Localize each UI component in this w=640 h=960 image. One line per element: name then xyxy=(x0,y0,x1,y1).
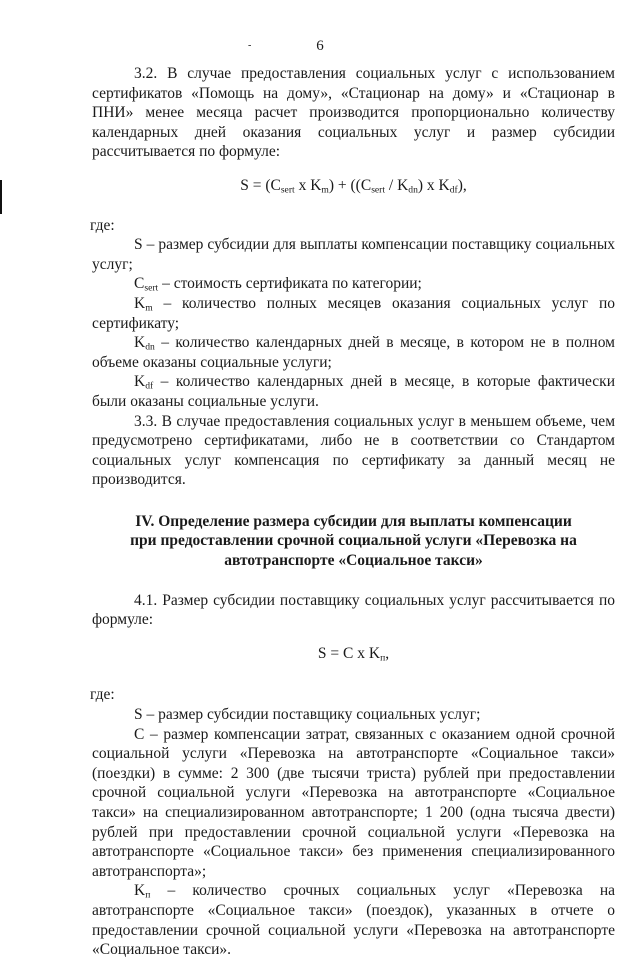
where-label-1: где: xyxy=(90,216,115,234)
section-heading-4: IV. Определение размера субсидии для выплаты компенсации при предоставлении срочной социальной услуги «Перевозка на автотранспорте «Социальное такси» xyxy=(130,512,577,570)
definition-c: С – размер компенсации затрат, связанных с оказанием одной срочной социальной услуги «Перевозка на автотранспорте «Социальное такси» (поездки) в сумме: 2 300 (две тысячи триста) рублей при предоставлении срочной социальной услуги «Перевозка на автотранспорте «Социальное такси» на специализированном автотранспорте; 1 200 (одна тысяча двести) рублей при предоставлении срочной социальной услуги «Перевозка на автотранспорте «Социальное такси» без применения специализированного автотранспорта»; xyxy=(92,725,615,880)
stray-mark: - xyxy=(248,40,252,51)
document-body xyxy=(92,64,615,960)
definition-kdf: $K_{df}$ – количество календарных дней в месяце, в которые фактически были оказаны социальные услуги. xyxy=(92,373,615,410)
definition-kp: $K_п$ – количество срочных социальных услуг «Перевозка на автотранспорте «Социальное такси» (поездок), указанных в отчете о предоставлении срочной социальной услуги «Перевозка на автотранспорте «Социальное такси». xyxy=(92,882,615,959)
formula-1: $S = (C_{sert}$ x $K_m) + ((C_{sert} / K_{dn})$ x $K_{df}$), xyxy=(240,176,467,196)
definition-s-2: S – размер субсидии поставщику социальных услуг; xyxy=(134,706,481,724)
where-label-2: где: xyxy=(90,686,115,704)
formula-2: S = C x $K_п$, xyxy=(317,644,390,664)
paragraph-3-3: 3.3. В случае предоставления социальных услуг в меньшем объеме, чем предусмотрено сертификатами, либо не в соответствии со Стандартом социальных услуг компенсация по сертификату за данный месяц не производится. xyxy=(92,412,615,489)
paragraph-3-2: 3.2. В случае предоставления социальных услуг с использованием сертификатов «Помощь на дому», «Стационар на дому» и «Стационар в ПНИ» менее месяца расчет производится пропорционально количеству календарных дней оказания социальных услуг и размер субсидии рассчитывается по формуле: xyxy=(92,65,615,161)
definition-csert: $C_{sert}$ – стоимость сертификата по категории; xyxy=(134,275,422,294)
definition-km: $K_m$ – количество полных месяцев оказания социальных услуг по сертификату; xyxy=(92,294,615,332)
page-number: 6 xyxy=(316,38,324,54)
margin-bar xyxy=(0,180,2,214)
definition-kdn: $K_{dn}$ – количество календарных дней в месяце, в котором не в полном объеме оказаны социальные услуги; xyxy=(92,334,615,371)
definition-s: S – размер субсидии для выплаты компенсации поставщику социальных услуг; xyxy=(92,236,615,273)
paragraph-4-1: 4.1. Размер субсидии поставщику социальных услуг рассчитывается по формуле: xyxy=(92,591,615,629)
